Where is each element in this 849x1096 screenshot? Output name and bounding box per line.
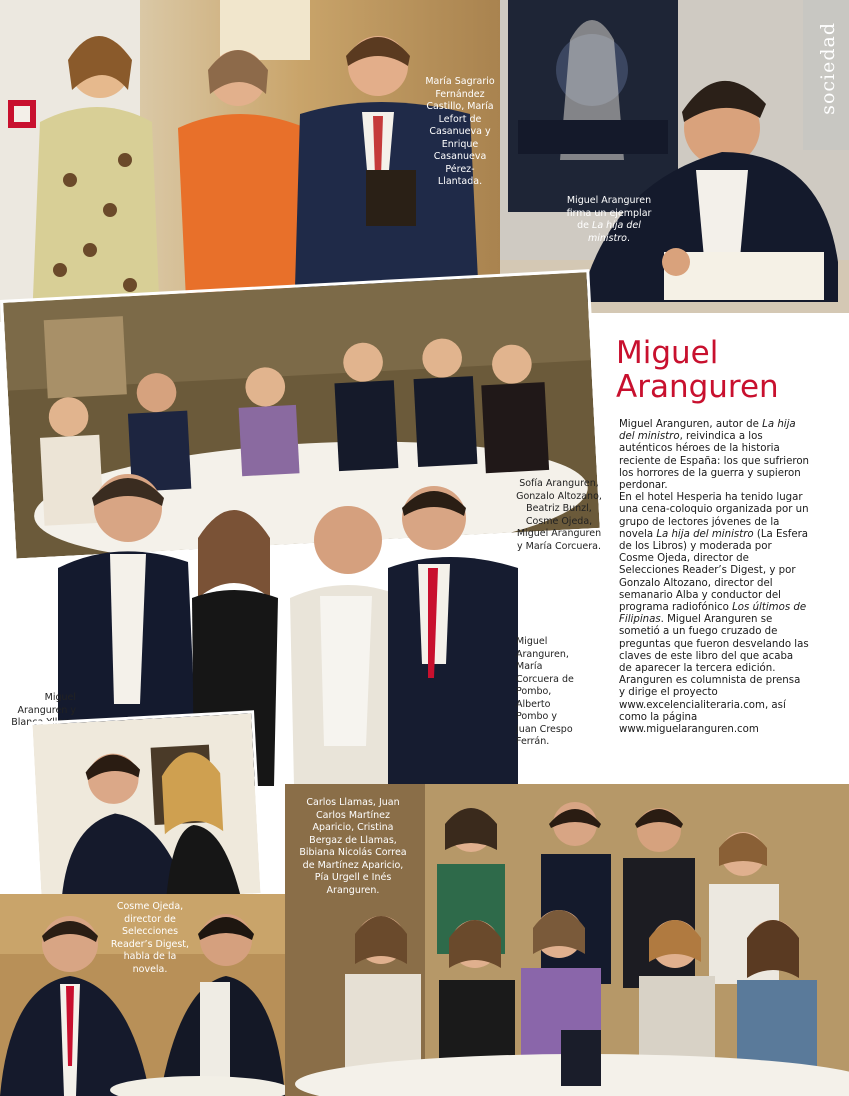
article-p3: Aranguren es columnista de prensa y dirige el proyecto www.excelencialiteraria.com, así como la página www.miguelaranguren.com — [619, 675, 801, 736]
caption-signing-part1: Miguel Aranguren firma un ejemplar de — [566, 195, 652, 231]
article-p2-e: . Miguel Aranguren se sometió a un fuego cruzado de preguntas que fueron desvelando las claves de este libro del que acaba de aparecer la tercera edición. — [619, 614, 809, 675]
caption-big-group: Carlos Llamas, Juan Carlos Martínez Aparicio, Cristina Bergaz de Llamas, Bibiana Nicolás Correa de Martínez Aparicio, Pía Urgell e Inés Aranguren. — [299, 797, 407, 896]
article-p1-book: La hija del ministro — [619, 419, 796, 443]
caption-couple: Miguel Aranguren y Blanca Yllera. — [11, 692, 76, 728]
caption-signing-book: La hija del ministro — [588, 220, 641, 244]
section-label: sociedad — [817, 22, 839, 115]
section-tab — [803, 0, 849, 150]
article-title — [616, 336, 779, 404]
photo-couple — [29, 710, 263, 908]
article-p1-a: Miguel Aranguren, autor de — [619, 419, 763, 430]
article-p2-c: (La Esfera de los Libros) y moderada por Cosme Ojeda, director de Selecciones Reader’s Digest, y por Gonzalo Altozano, director del semanario Alba y conductor del programa radiofónico — [619, 528, 809, 614]
photo-author-signing — [500, 0, 849, 313]
caption-signing — [566, 195, 652, 245]
article-p2-book: La hija del ministro — [656, 528, 754, 540]
article-p1-c: , reivindica a los auténticos héroes de la historia reciente de España: los que sufrieron los horrores de la guerra y supieron perdonar. — [619, 431, 810, 492]
article-p2-a: En el hotel Hesperia ha tenido lugar una cena-coloquio organizada por un grupo de lectores jóvenes de la novela — [619, 492, 809, 540]
caption-signing-part3: . — [626, 232, 630, 244]
caption-speaker: Cosme Ojeda, director de Selecciones Reader’s Digest, habla de la novela. — [110, 901, 190, 975]
article-p2-program: Los últimos de Filipinas — [619, 602, 807, 626]
caption-top-group: María Sagrario Fernández Castillo, María Lefort de Casanueva y Enrique Casanueva Pérez-Llantada. — [425, 76, 495, 187]
caption-dinner-table: Sofía Aranguren, Gonzalo Altozano, Beatriz Bunzl, Cosme Ojeda, Miguel Aranguren y María Corcuera. — [516, 478, 602, 552]
article-body — [619, 419, 809, 736]
article-title-line1: Miguel — [616, 335, 719, 371]
article-title-line2: Aranguren — [616, 369, 779, 405]
caption-four-standing: Miguel Aranguren, María Corcuera de Pombo, Alberto Pombo y Juan Crespo Ferrán. — [516, 636, 574, 747]
article-box — [602, 322, 812, 802]
